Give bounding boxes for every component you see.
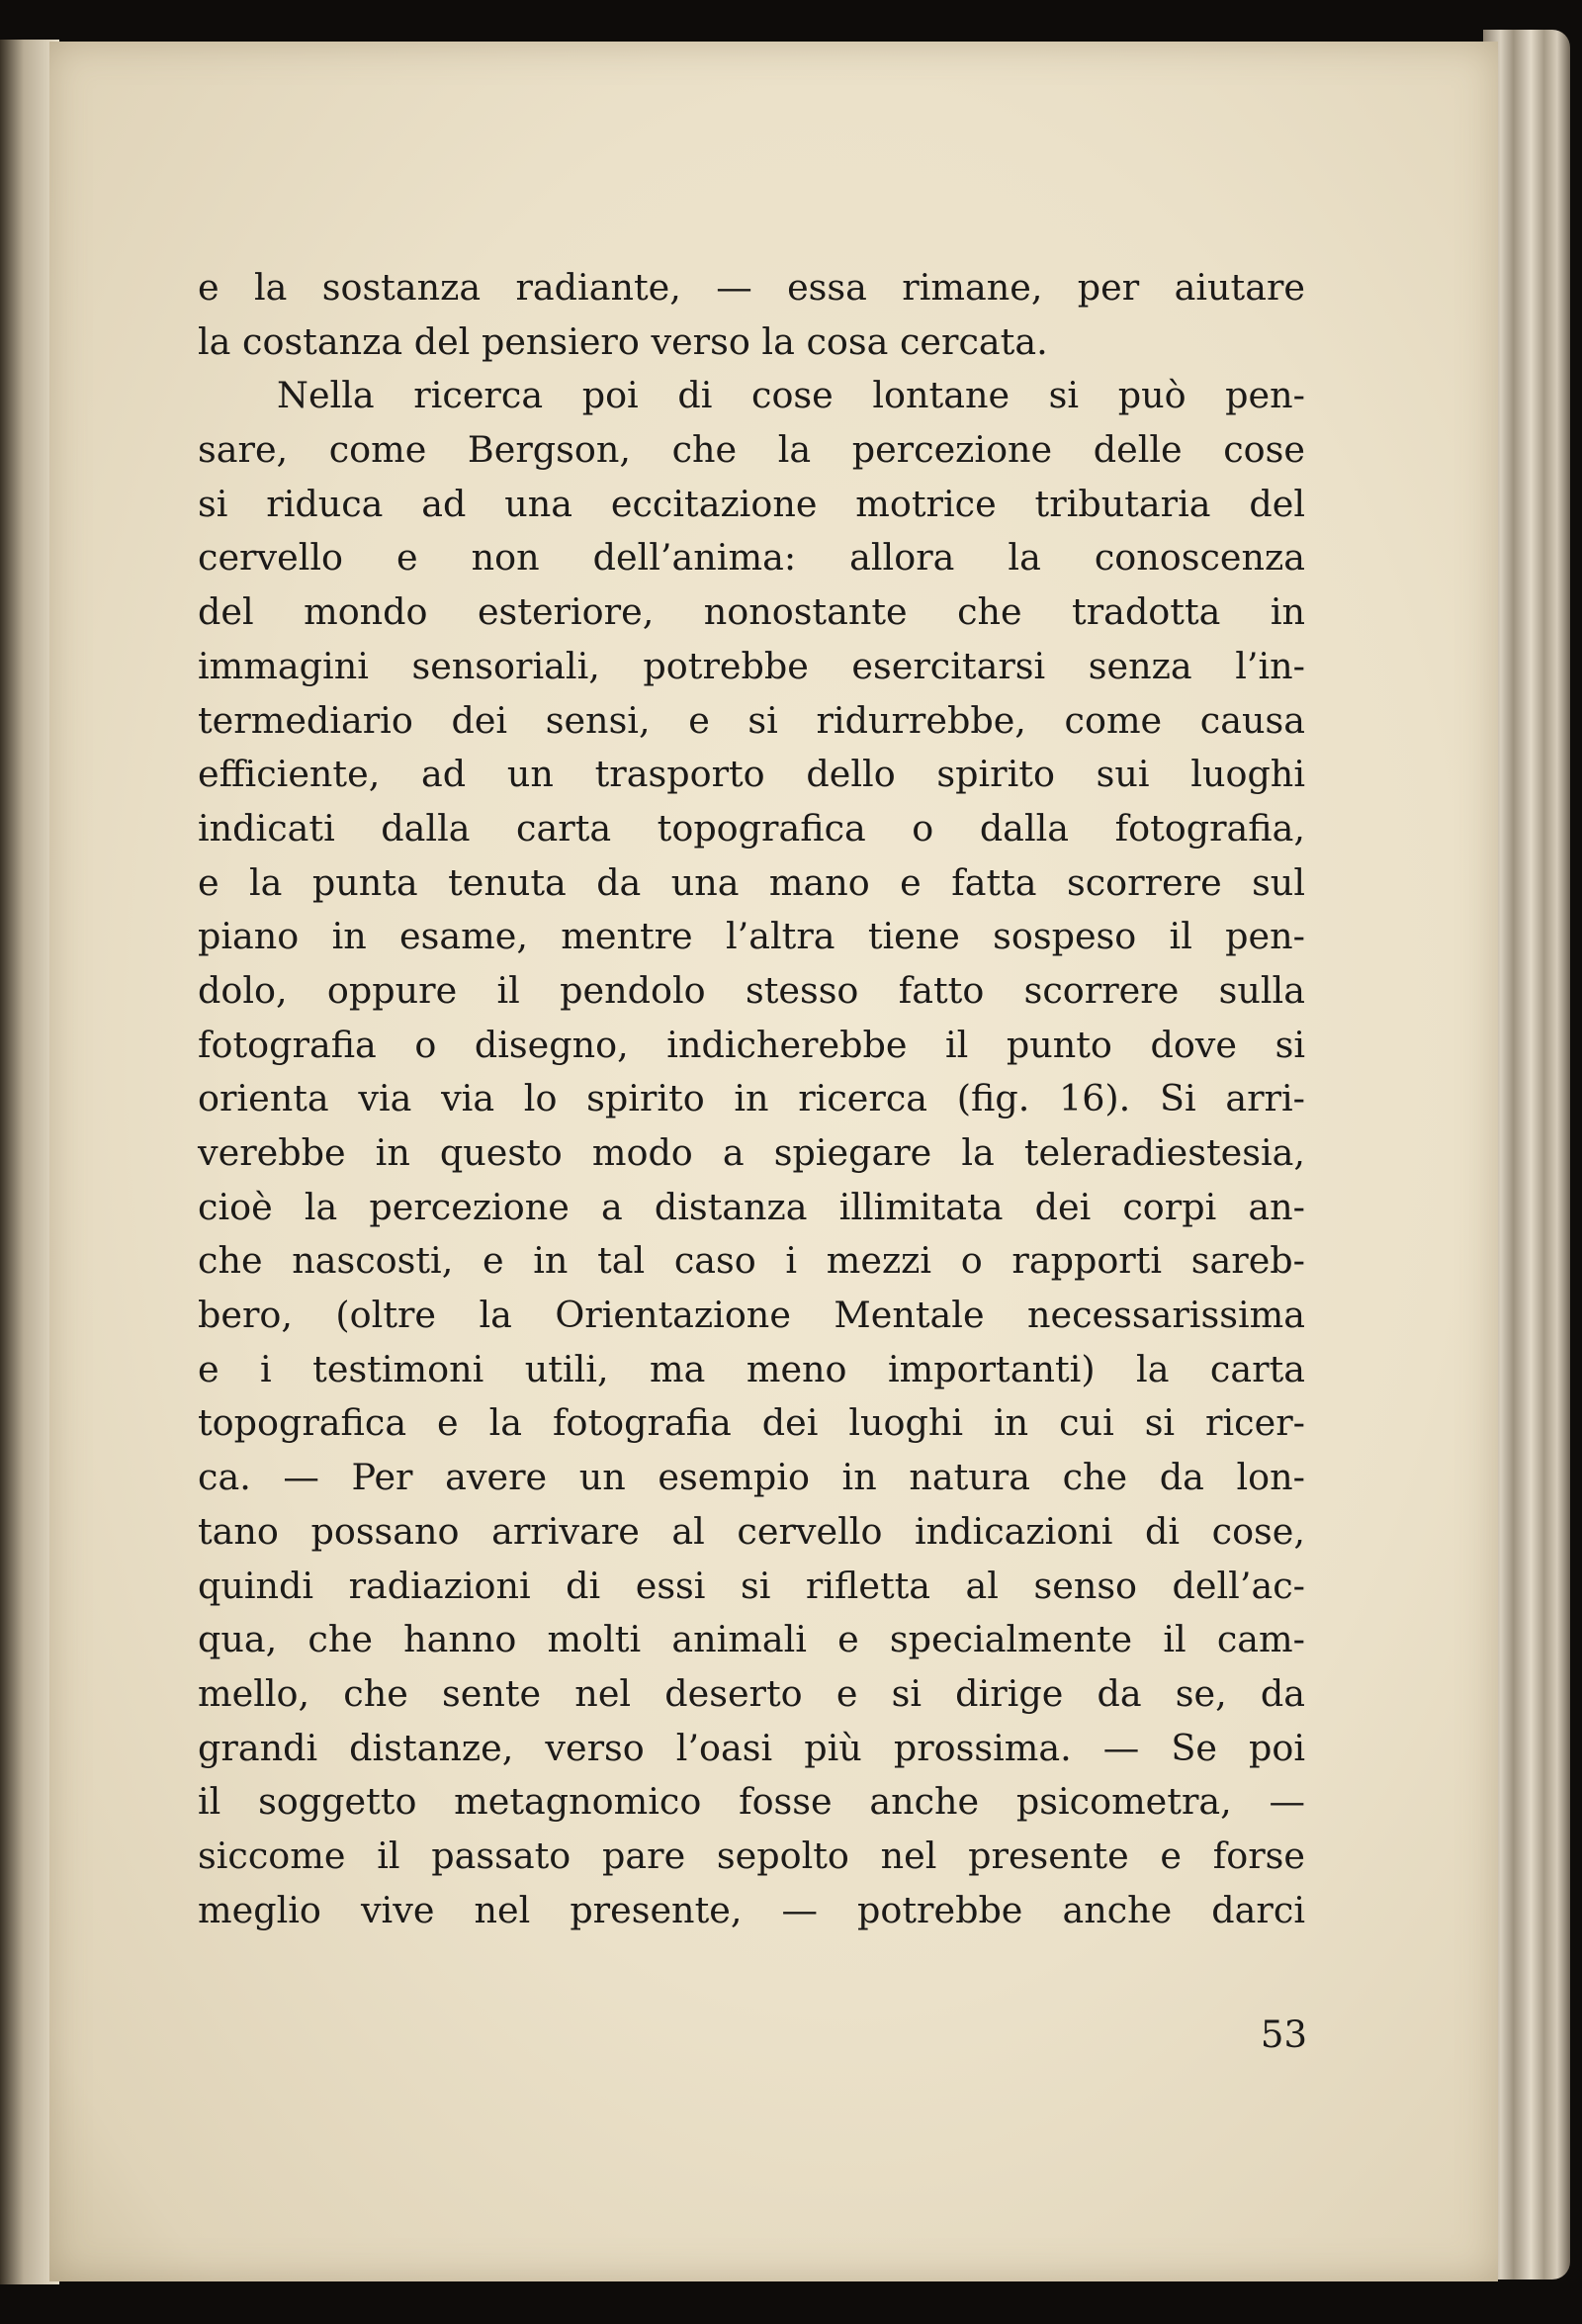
text-line: siccome il passato pare sepolto nel presente e forse <box>198 1833 1305 1877</box>
text-line: la costanza del pensiero verso la cosa cercata. <box>198 319 1048 363</box>
text-line: che nascosti, e in tal caso i mezzi o rapporti sareb- <box>198 1239 1305 1283</box>
text-line: bero, (oltre la Orientazione Mentale necessarissima <box>198 1294 1305 1337</box>
body-text <box>198 261 1305 1937</box>
text-line: si riduca ad una eccitazione motrice tributaria del <box>198 482 1305 525</box>
text-line: topografica e la fotografia dei luoghi in cui si ricer- <box>198 1401 1305 1445</box>
text-line: e la sostanza radiante, — essa rimane, per aiutare <box>198 266 1305 309</box>
text-line: dolo, oppure il pendolo stesso fatto scorrere sulla <box>198 968 1305 1012</box>
text-line: meglio vive nel presente, — potrebbe anche darci <box>198 1888 1305 1931</box>
text-line: piano in esame, mentre l’altra tiene sospeso il pen- <box>198 915 1305 958</box>
text-line: fotografia o disegno, indicherebbe il punto dove si <box>198 1023 1305 1066</box>
text-line: verebbe in questo modo a spiegare la teleradiestesia, <box>198 1131 1305 1174</box>
book-page <box>49 42 1498 2281</box>
text-line: sare, come Bergson, che la percezione delle cose <box>198 428 1305 472</box>
page-number: 53 <box>1260 2013 1307 2056</box>
text-line: cioè la percezione a distanza illimitata dei corpi an- <box>198 1185 1305 1228</box>
text-line: mello, che sente nel deserto e si dirige da se, da <box>198 1671 1305 1715</box>
text-line: orienta via via lo spirito in ricerca (fig. 16). Si arri- <box>198 1077 1305 1120</box>
text-line: indicati dalla carta topografica o dalla fotografia, <box>198 806 1305 849</box>
text-line: qua, che hanno molti animali e specialmente il cam- <box>198 1618 1305 1661</box>
text-line: tano possano arrivare al cervello indicazioni di cose, <box>198 1509 1305 1553</box>
text-line: e la punta tenuta da una mano e fatta scorrere sul <box>198 860 1305 904</box>
text-line: Nella ricerca poi di cose lontane si può pen- <box>277 374 1305 417</box>
text-line: il soggetto metagnomico fosse anche psicometra, — <box>198 1780 1305 1824</box>
text-line: grandi distanze, verso l’oasi più prossima. — Se poi <box>198 1726 1305 1769</box>
text-line: immagini sensoriali, potrebbe esercitarsi senza l’in- <box>198 644 1305 687</box>
text-line: termediario dei sensi, e si ridurrebbe, come causa <box>198 698 1305 742</box>
text-line: cervello e non dell’anima: allora la conoscenza <box>198 536 1305 580</box>
text-line: del mondo esteriore, nonostante che tradotta in <box>198 590 1305 634</box>
text-line: quindi radiazioni di essi si rifletta al senso dell’ac- <box>198 1564 1305 1607</box>
text-line: ca. — Per avere un esempio in natura che da lon- <box>198 1456 1305 1499</box>
text-line: e i testimoni utili, ma meno importanti) la carta <box>198 1347 1305 1390</box>
text-line: efficiente, ad un trasporto dello spirito sui luoghi <box>198 753 1305 796</box>
